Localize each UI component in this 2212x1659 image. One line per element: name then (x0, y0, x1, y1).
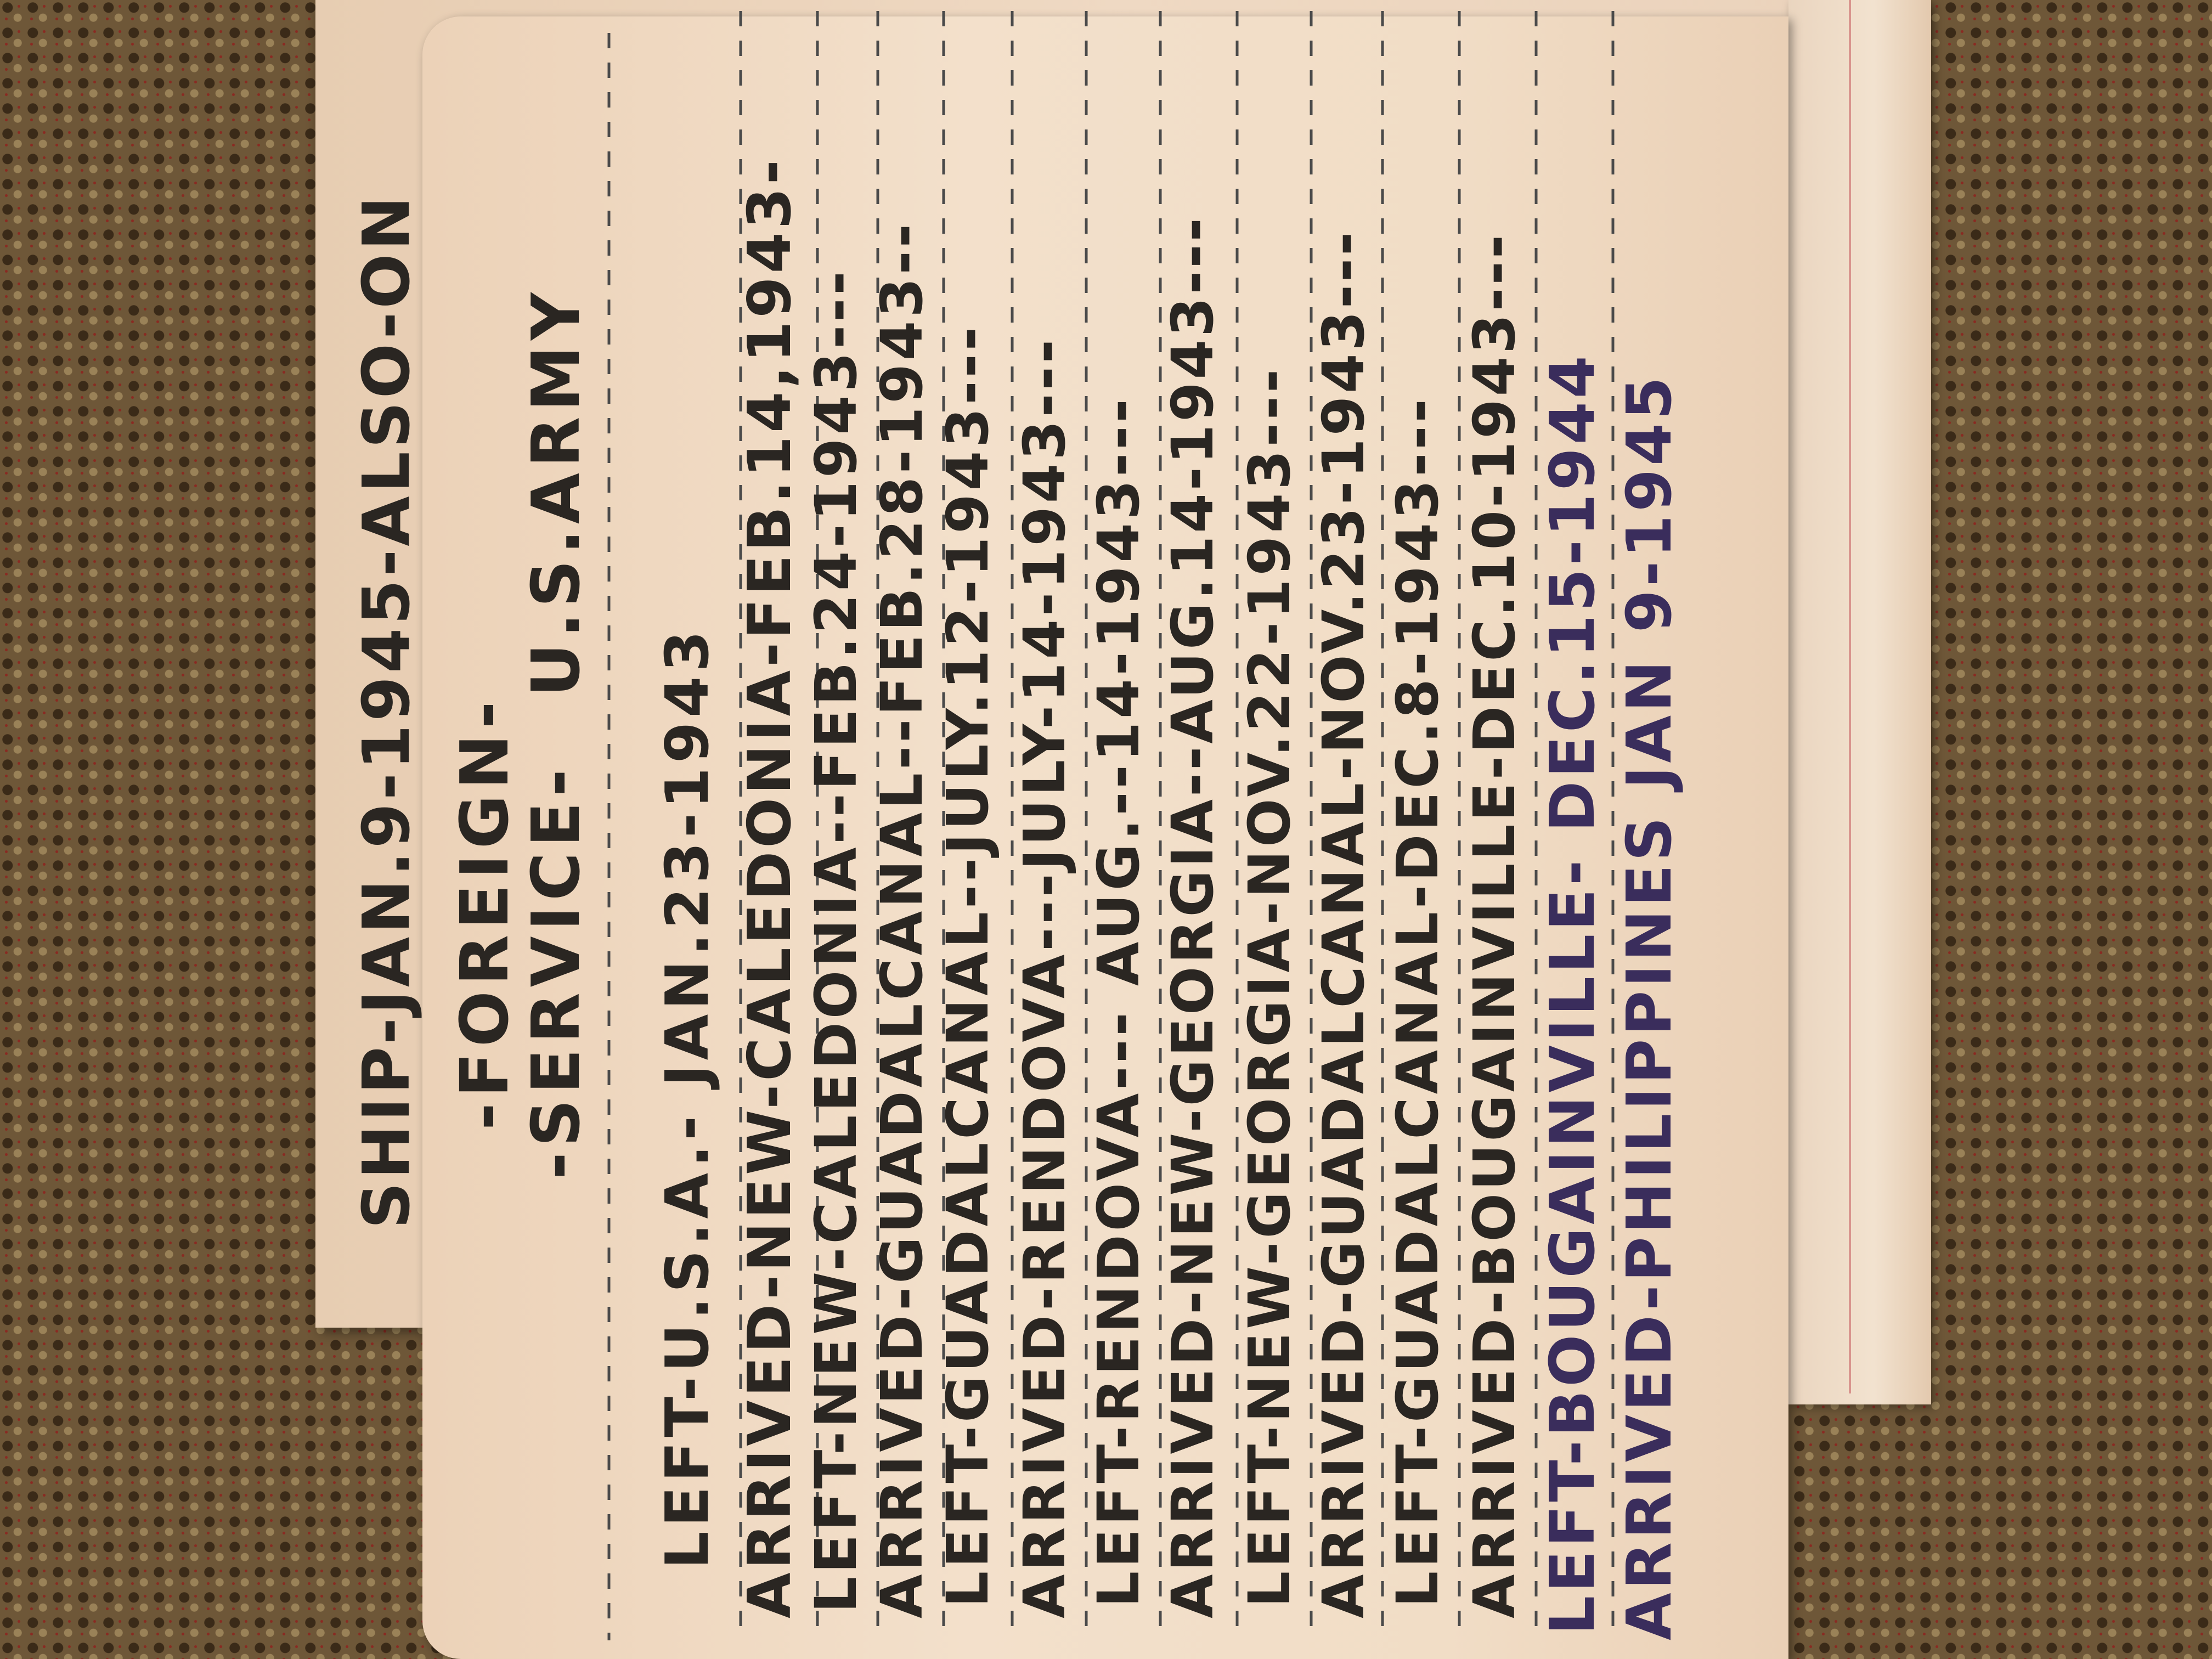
back-note: SHIP-JAN.9-1945-ALSO-ON (348, 193, 424, 1229)
entry-line: ARRIVED-NEW-GEORGIA--AUG.14-1943--- (1159, 215, 1226, 1618)
entry-line: LEFT-GUADALCANAL-DEC.8-1943--- (1384, 396, 1451, 1607)
heading-us-army: U.S.ARMY (518, 287, 595, 697)
entry-line: ARRIVED-RENDOVA---JULY-14-1943--- (1011, 336, 1078, 1618)
entry-line: LEFT-BOUGAINVILLE- DEC.15-1944 (1537, 352, 1609, 1635)
entry-line: LEFT-GUADALCANAL--JULY.12-1943--- (934, 324, 1001, 1607)
entry-line: LEFT-NEW-CALEDONIA--FEB.24-1943--- (803, 268, 870, 1613)
entry-line: LEFT-RENDOVA--- AUG.--14-1943--- (1085, 396, 1152, 1607)
entry-line: ARRIVED-NEW-CALEDONIA-FEB.14,1943- (736, 156, 804, 1618)
entry-line: ARRIVED-PHILIPPINES JAN 9-1945 (1614, 373, 1685, 1640)
entry-line: ARRIVED-BOUGAINVILLE-DEC.10-1943--- (1461, 232, 1528, 1618)
heading-foreign: -FOREIGN- (447, 696, 523, 1130)
entry-line: ARRIVED-GUADALCANAL--FEB.28-1943-- (868, 221, 935, 1618)
entry-line: LEFT-NEW-GEORGIA-NOV.22-1943--- (1236, 365, 1303, 1607)
heading-service: -SERVICE- (518, 764, 595, 1180)
entry-line: LEFT-U.S.A.- JAN.23-1943 (653, 626, 722, 1569)
entry-line: ARRIVED-GUADALCANAL-NOV.23-1943--- (1310, 229, 1377, 1618)
